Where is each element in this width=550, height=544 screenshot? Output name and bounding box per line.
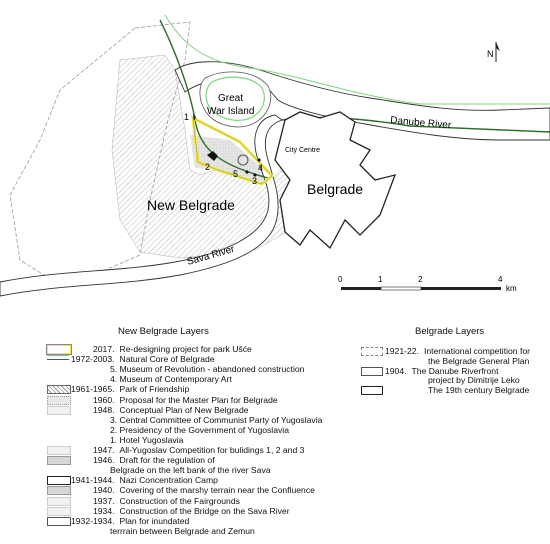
marker-1: 1 <box>184 112 190 122</box>
legend-year: 1972-2003. <box>71 354 115 365</box>
legend-left-row <box>110 526 255 536</box>
legend-text: 4. Museum of Contemporary Art <box>110 374 232 385</box>
legend-text: Draft for the regulation of <box>119 455 215 466</box>
belgrade-label: Belgrade <box>307 181 364 197</box>
marker-3: 3 <box>252 176 258 186</box>
legend-year: 2017. <box>93 344 115 354</box>
legend-year: 1937. <box>93 495 115 506</box>
legend-year: 1904. <box>385 365 407 376</box>
legend-left-row <box>93 485 315 495</box>
island-label-line2: War Island <box>207 106 255 117</box>
legend-text: Construction of the Fairgrounds <box>119 495 240 506</box>
legend-right-row <box>385 366 498 376</box>
legend-left-row <box>93 506 290 516</box>
north-arrow-icon <box>496 42 500 62</box>
legend-year: 1934. <box>93 505 115 516</box>
legend-text: All-Yugoslav Competition for bulidings 1, 2 and 3 <box>119 445 305 455</box>
marker-2: 2 <box>205 162 211 172</box>
marker-5: 5 <box>233 169 239 179</box>
legend-text: the Belgrade General Plan <box>428 355 530 366</box>
legend-swatch <box>47 486 71 495</box>
legend-text: Nazi Concentration Camp <box>119 475 218 486</box>
legend-text: 1. Hotel Yugoslavia <box>110 434 184 445</box>
legend-left-row <box>110 425 289 435</box>
legend-swatch <box>361 367 383 376</box>
legend-year: 1948. <box>93 404 115 415</box>
legend-text: Belgrade on the left bank of the river Sava <box>110 465 271 476</box>
legend-text: 3. Central Committee of Communist Party of Yugoslavia <box>110 414 323 425</box>
north-label: N <box>487 49 494 59</box>
island-label-line1: Great <box>218 93 244 104</box>
legend-right-row <box>428 375 520 385</box>
legend-left-row <box>110 415 322 425</box>
legend-swatch <box>47 345 71 354</box>
new-belgrade-label: New Belgrade <box>147 197 235 213</box>
legend-swatch <box>47 406 71 415</box>
legend-text: Natural Core of Belgrade <box>119 354 215 365</box>
legend-text: International competition for <box>423 346 530 356</box>
legend-right-row <box>385 346 530 356</box>
legend-year: 1940. <box>93 485 115 496</box>
legend-year: 1947. <box>93 445 115 455</box>
marker-4: 4 <box>258 163 264 173</box>
legend-year: 1961-1965. <box>71 384 115 395</box>
legend-text: Conceptual Plan of New Belgrade <box>119 404 249 415</box>
scale-tick-4: 4 <box>498 275 503 284</box>
legend-left-row <box>110 435 183 445</box>
legend-swatch <box>47 497 71 506</box>
legend-year: 1946. <box>93 455 115 466</box>
legend-left-row <box>110 465 271 475</box>
legend-left-row <box>110 364 304 374</box>
legend-left-row <box>71 475 218 485</box>
scale-tick-2: 2 <box>418 275 423 284</box>
legend-text: The 19th century Belgrade <box>428 385 530 396</box>
legend-left-title: New Belgrade Layers <box>118 326 209 337</box>
legend-left-row <box>93 455 215 465</box>
legend-text: 5. Museum of Revolution - abandoned construction <box>110 364 305 375</box>
legend-right-row <box>428 356 529 366</box>
scale-unit: km <box>506 284 517 293</box>
legend-left-row <box>93 395 278 405</box>
legend-text: 2. Presidency of the Government of Yugoslavia <box>110 424 289 435</box>
legend-text: Construction of the Bridge on the Sava River <box>119 505 290 516</box>
legend-swatch <box>47 385 71 394</box>
legend-year: 1921-22. <box>385 346 419 356</box>
legend-left-row <box>71 354 215 364</box>
legend-right-title: Belgrade Layers <box>415 326 485 337</box>
legend-text: Plan for inundated <box>119 515 190 526</box>
legend-swatch <box>47 517 71 526</box>
legend-left-row <box>71 384 189 394</box>
legend-text: Re-designing project for park Ušće <box>119 344 252 354</box>
legend-year: 1932-1934. <box>71 515 115 526</box>
legend-left-row <box>71 516 189 526</box>
legend-year: 1960. <box>93 394 115 405</box>
legend-left-row <box>93 496 240 506</box>
danube-label: Danube River <box>389 115 452 132</box>
legend-text: The Danube Riverfront <box>411 365 499 376</box>
legend-year: 1941-1944. <box>71 475 115 486</box>
legend-left-row <box>110 374 232 384</box>
legend-text: Covering of the marshy terrain near the Confluence <box>119 485 315 496</box>
legend-swatch <box>47 456 71 465</box>
scale-tick-0: 0 <box>338 275 343 284</box>
legend-swatch <box>361 347 383 356</box>
legend-right-row <box>428 385 529 395</box>
legend-swatch <box>47 446 71 455</box>
legend-left-row <box>93 344 252 354</box>
city-centre-label: City Centre <box>285 147 321 154</box>
legend-swatch <box>361 386 383 395</box>
belgrade-old-city <box>275 112 395 248</box>
legend-text: Park of Friendship <box>119 384 190 395</box>
scale-bar <box>341 287 501 290</box>
legend-left-row <box>93 445 304 455</box>
legend-swatch <box>47 355 69 360</box>
legend-text: Proposal for the Master Plan for Belgrade <box>119 394 278 405</box>
sava-label: Sava River <box>185 243 236 268</box>
legend-swatch <box>47 396 71 405</box>
legend-text: terrrain between Belgrade and Zemun <box>110 525 255 536</box>
legend-swatch <box>47 507 71 516</box>
legend-text: project by Dimitrije Leko <box>428 375 520 386</box>
legend-swatch <box>47 476 71 485</box>
scale-tick-1: 1 <box>378 275 383 284</box>
legend-left-row <box>93 405 249 415</box>
